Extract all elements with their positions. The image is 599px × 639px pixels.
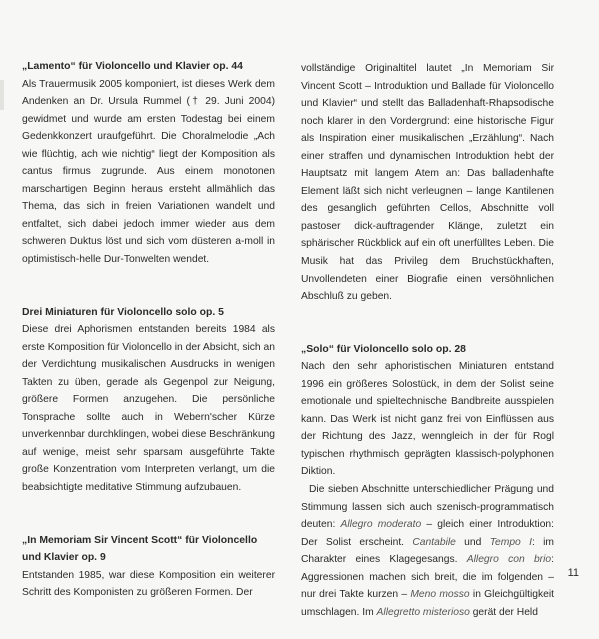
text-run: – gleich einer Introduktion: Der Solist erscheint. (301, 519, 555, 548)
section-miniaturen (22, 304, 275, 497)
section-body: Entstanden 1985, war diese Komposition ein weiterer Schritt des Komponisten zu größeren Formen. Der (22, 569, 275, 599)
tempo-marking: Meno mosso (410, 589, 470, 601)
section-body: Diese drei Aphorismen entstanden bereits 1984 als erste Komposition für Violoncello in der Absicht, sich an der Verdichtung musikalischen Ausdrucks in wenigen Takten zu üben, gerade als Gegenpol zur Neigung, größere Formen anzugehen. Die persönliche Tonsprache sollte auch in Webern'scher Kürze unverkennbar durchklingen, wobei diese Beschränkung auf wenige, meist sehr sparsam ausgeführte Takte große Konzentration vom Interpreten verlangt, um die beabsichtigte meditative Stimmung aufzubauen. (22, 324, 276, 494)
section-heading: „In Memoriam Sir Vincent Scott“ für Violoncello und Klavier op. 9 (22, 534, 258, 564)
section-heading: „Lamento“ für Violoncello und Klavier op. 44 (22, 61, 243, 72)
tempo-marking: Allegro moderato (340, 519, 422, 531)
section-body-paragraph-2 (301, 481, 554, 621)
section-heading: „Solo“ für Violoncello solo op. 28 (301, 343, 466, 355)
section-body: Nach den sehr aphoristischen Miniaturen entstand 1996 ein größeres Solostück, in dem der Solist seine emotionale und spieltechnische Bandbreite ausspielen kann. Das Werk ist nicht ganz frei von Einflüssen aus der Richtung des Jazz, wenngleich in der für Rogl typischen rhythmisch geprägten klassisch-polyphonen Diktion. (301, 361, 554, 478)
tempo-marking: Cantabile (412, 536, 456, 548)
text-run: Die sieben Abschnitte unterschiedlicher Prägung und Stimmung lassen sich auch szenisch-programmatisch deuten: (301, 484, 554, 531)
tempo-marking: Allegretto misterioso (376, 606, 470, 618)
section-body: Als Trauermusik 2005 komponiert, ist dieses Werk dem Andenken an Dr. Ursula Rummel († 29. Juni 2004) gewidmet und wurde am ersten Todestag bei einem Gedenkkonzert uraufgeführt. Die Choralmelodie „Ach wie flüchtig, ach wie nichtig“ liegt der Komposition als cantus firmus zugrunde. Aus einem monotonen marschartigen Beginn heraus ersteht allmählich das Thema, das sich in freien Variationen wandelt und entfaltet, sich dabei jedoch immer wieder aus dem schweren Duktus löst und sich vom düsteren a-moll in optimistisch-helle Dur-Tonwelten wendet. (22, 78, 275, 266)
section-body: vollständige Originaltitel lautet „In Memoriam Sir Vincent Scott – Introduktion und Ballade für Violoncello und Klavier“ und stellt das Balladenhaft-Rhapsodische noch klarer in den Vordergrund: eine historische Figur als Inspiration einer musikalischen „Erzählung“. Nach einer straffen und dynamischen Introduktion hebt der Hauptsatz mit langem Atem an: Das balladenhafte Element läßt sich nicht verleugnen – lange Kantilenen des gesanglich geführten Cellos, Abschnitte voll pastoser dick-auftragender Klänge, zuletzt ein sphärischer Rückblick auf ein oft unerfülltes Leben. Die Musik hat das Privileg dem Bruchstückhaften, Unvollendeten einer Biografie einen versöhnlichen Abschluß zu geben. (301, 63, 554, 303)
text-run: gerät der Held (469, 606, 538, 618)
section-memoriam-continued (301, 60, 554, 306)
tempo-marking: Allegro con brio (466, 554, 552, 566)
section-heading: Drei Miniaturen für Violoncello solo op. 5 (22, 306, 224, 318)
left-column (22, 58, 275, 619)
text-run: : im Charakter eines Klagegesangs. (301, 536, 555, 566)
section-solo (301, 341, 554, 622)
page-number: 11 (567, 567, 579, 579)
text-run: und (455, 536, 490, 548)
section-lamento (22, 58, 275, 269)
text-run: : Aggressionen machen sich breit, die im folgenden – nur drei Takte kurzen – (301, 554, 554, 601)
text-run: in Gleichgültigkeit umschlagen. Im (301, 589, 554, 618)
right-column (301, 60, 554, 639)
section-memoriam (22, 532, 275, 602)
tempo-marking: Tempo I (489, 536, 532, 548)
page-edge-shadow (0, 80, 4, 110)
